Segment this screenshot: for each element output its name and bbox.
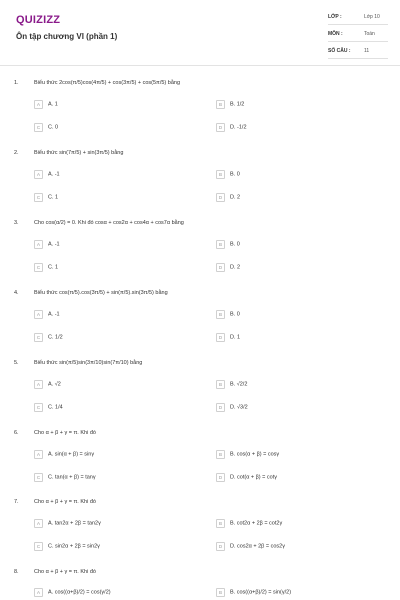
option-c[interactable]: C C. tan(α + β) = tanγ xyxy=(34,473,96,482)
question-number: 1. xyxy=(14,80,19,86)
option-a[interactable]: A A. sin(α + β) = sinγ xyxy=(34,450,94,459)
option-c[interactable]: C C. sin2α + 2β = sin2γ xyxy=(34,542,100,551)
option-letter: D xyxy=(216,333,225,342)
option-letter: C xyxy=(34,542,43,551)
option-a[interactable]: A A. tan2α + 2β = tan2γ xyxy=(34,519,101,528)
question-number: 3. xyxy=(14,220,19,226)
option-a[interactable]: A A. √2 xyxy=(34,380,61,389)
option-letter: C xyxy=(34,263,43,272)
meta-subject: MÔN : Toán xyxy=(328,27,388,42)
option-letter: A xyxy=(34,380,43,389)
question-number: 5. xyxy=(14,360,19,366)
option-letter: B xyxy=(216,380,225,389)
option-letter: B xyxy=(216,588,225,597)
worksheet-header xyxy=(0,0,400,66)
question-number: 8. xyxy=(14,569,19,575)
option-letter: C xyxy=(34,333,43,342)
option-letter: B xyxy=(216,450,225,459)
option-letter: D xyxy=(216,193,225,202)
option-a[interactable]: A A. -1 xyxy=(34,170,60,179)
option-letter: D xyxy=(216,542,225,551)
option-d[interactable]: D D. cos2α + 2β = cos2γ xyxy=(216,542,285,551)
option-d[interactable]: D D. 1 xyxy=(216,333,240,342)
option-letter: A xyxy=(34,588,43,597)
option-letter: A xyxy=(34,240,43,249)
option-letter: D xyxy=(216,123,225,132)
question-text: Biểu thức sin(7π/5) + sin(3π/5) bằng xyxy=(34,150,124,156)
meta-class: LỚP : Lớp 10 xyxy=(328,10,388,25)
question-number: 4. xyxy=(14,290,19,296)
option-letter: C xyxy=(34,473,43,482)
option-letter: A xyxy=(34,170,43,179)
option-d[interactable]: D D. -1/2 xyxy=(216,123,247,132)
option-letter: A xyxy=(34,100,43,109)
option-b[interactable]: B B. 1/2 xyxy=(216,100,244,109)
question-number: 6. xyxy=(14,430,19,436)
option-letter: A xyxy=(34,450,43,459)
quizizz-logo: QUIZIZZ xyxy=(16,14,61,26)
option-a[interactable]: A A. -1 xyxy=(34,310,60,319)
meta-info-box xyxy=(322,8,392,60)
page-title: Ôn tập chương VI (phần 1) xyxy=(16,32,118,41)
option-a[interactable]: A A. cos((α+β)/2) = cos(γ/2) xyxy=(34,588,111,597)
option-letter: A xyxy=(34,310,43,319)
option-c[interactable]: C C. 1 xyxy=(34,193,58,202)
question-text: Cho α + β + γ = π. Khi đó xyxy=(34,430,96,436)
option-c[interactable]: C C. 1/2 xyxy=(34,333,63,342)
option-b[interactable]: B B. √2/2 xyxy=(216,380,247,389)
option-b[interactable]: B B. cos((α+β)/2) = sin(γ/2) xyxy=(216,588,291,597)
question-text: Cho cos(α/2) = 0. Khi đó cosα + cos2α + cos4α + cos7α bằng xyxy=(34,220,184,226)
option-letter: D xyxy=(216,473,225,482)
question-number: 7. xyxy=(14,499,19,505)
option-a[interactable]: A A. 1 xyxy=(34,100,58,109)
question-text: Biểu thức sin(π/5)sin(3π/10)sin(7π/10) bằng xyxy=(34,360,143,366)
option-letter: B xyxy=(216,240,225,249)
question-number: 2. xyxy=(14,150,19,156)
option-d[interactable]: D D. √3/2 xyxy=(216,403,248,412)
option-b[interactable]: B B. 0 xyxy=(216,240,240,249)
option-d[interactable]: D D. cot(α + β) = cotγ xyxy=(216,473,277,482)
option-letter: C xyxy=(34,123,43,132)
option-c[interactable]: C C. 1/4 xyxy=(34,403,63,412)
option-letter: C xyxy=(34,193,43,202)
option-d[interactable]: D D. 2 xyxy=(216,193,240,202)
meta-count: SỐ CÂU : 11 xyxy=(328,44,388,59)
option-letter: B xyxy=(216,100,225,109)
option-letter: B xyxy=(216,310,225,319)
question-text: Biểu thức 2cos(π/5)cos(4π/5) + cos(3π/5) + cos(5π/5) bằng xyxy=(34,80,181,86)
option-b[interactable]: B B. cos(α + β) = cosγ xyxy=(216,450,279,459)
question-text: Biểu thức cos(π/5).cos(3π/5) + sin(π/5).sin(3π/5) bằng xyxy=(34,290,168,296)
option-letter: A xyxy=(34,519,43,528)
option-b[interactable]: B B. cot2α + 2β = cot2γ xyxy=(216,519,282,528)
option-letter: B xyxy=(216,519,225,528)
question-text: Cho α + β + γ = π. Khi đó xyxy=(34,569,96,575)
option-b[interactable]: B B. 0 xyxy=(216,310,240,319)
option-b[interactable]: B B. 0 xyxy=(216,170,240,179)
option-d[interactable]: D D. 2 xyxy=(216,263,240,272)
option-letter: B xyxy=(216,170,225,179)
option-c[interactable]: C C. 0 xyxy=(34,123,58,132)
option-a[interactable]: A A. -1 xyxy=(34,240,60,249)
option-c[interactable]: C C. 1 xyxy=(34,263,58,272)
option-letter: C xyxy=(34,403,43,412)
option-letter: D xyxy=(216,263,225,272)
question-text: Cho α + β + γ = π. Khi đó xyxy=(34,499,96,505)
option-letter: D xyxy=(216,403,225,412)
